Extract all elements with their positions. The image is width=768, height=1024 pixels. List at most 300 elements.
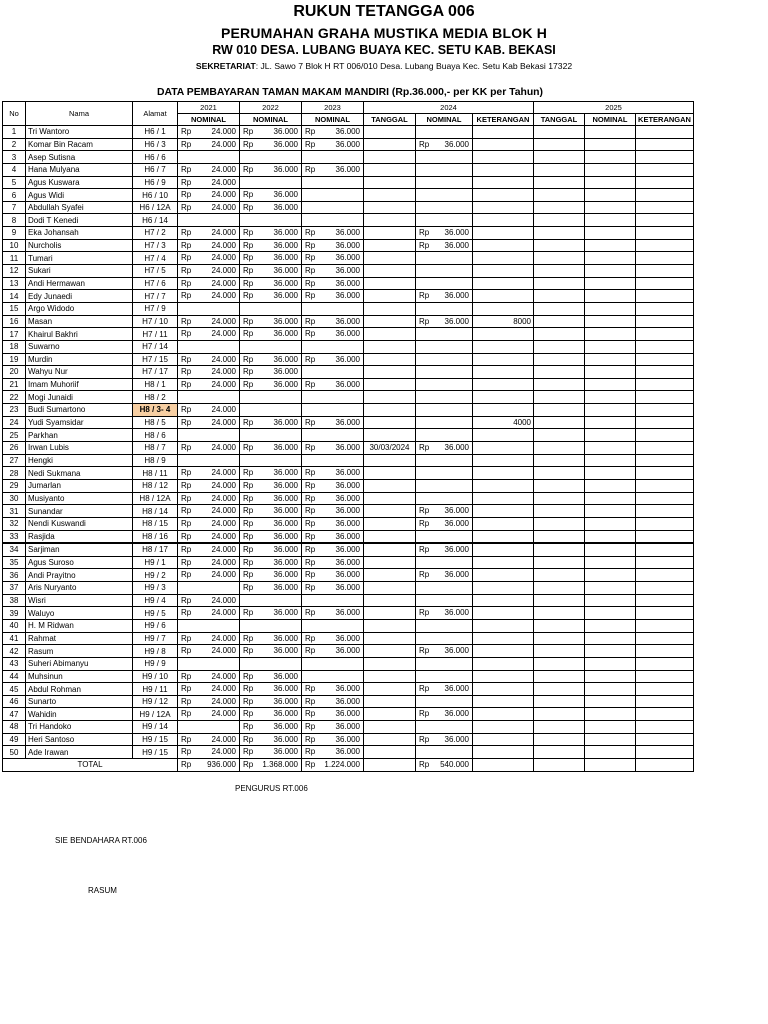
amount-value: 24.000 — [211, 595, 236, 605]
nominal-2025 — [585, 340, 636, 353]
resident-name: Nedi Sukmana — [26, 467, 133, 480]
currency-label: Rp — [243, 139, 254, 149]
resident-address: H9 / 10 — [133, 670, 178, 683]
amount-value: 36.000 — [273, 531, 298, 541]
amount-value: 36.000 — [335, 266, 360, 276]
nominal-2021 — [178, 302, 240, 315]
table-row — [3, 239, 694, 252]
nominal-2025 — [585, 746, 636, 759]
resident-address: H8 / 6 — [133, 429, 178, 442]
nominal-2022 — [240, 645, 302, 658]
amount-value: 36.000 — [444, 139, 469, 149]
resident-address: H8 / 17 — [133, 543, 178, 556]
currency-label: Rp — [243, 493, 254, 503]
keterangan-2025 — [636, 479, 694, 492]
nominal-2025 — [585, 479, 636, 492]
resident-name: Rasjida — [26, 530, 133, 543]
keterangan-2025 — [636, 328, 694, 341]
currency-label: Rp — [305, 583, 316, 593]
currency-label: Rp — [181, 684, 192, 694]
nominal-2025 — [585, 670, 636, 683]
currency-label: Rp — [305, 557, 316, 567]
tanggal-2025 — [534, 454, 585, 467]
tanggal-2025 — [534, 619, 585, 632]
nominal-2025 — [585, 607, 636, 620]
nominal-2024 — [416, 670, 473, 683]
row-number: 29 — [3, 479, 26, 492]
amount-value: 36.000 — [335, 747, 360, 757]
currency-label: Rp — [181, 190, 192, 200]
header-year-2024: 2024 — [364, 102, 534, 114]
keterangan-2024 — [473, 746, 534, 759]
row-number: 8 — [3, 214, 26, 227]
amount-value: 36.000 — [273, 633, 298, 643]
nominal-2023 — [302, 391, 364, 404]
amount-value: 24.000 — [211, 202, 236, 212]
resident-address: H9 / 2 — [133, 569, 178, 582]
nominal-2024 — [416, 492, 473, 505]
keterangan-2025 — [636, 530, 694, 543]
nominal-2025 — [585, 594, 636, 607]
nominal-2024 — [416, 429, 473, 442]
amount-value: 24.000 — [211, 253, 236, 263]
nominal-2025 — [585, 416, 636, 429]
amount-value: 36.000 — [335, 583, 360, 593]
tanggal-2024 — [364, 265, 416, 278]
table-row — [3, 454, 694, 467]
nominal-2021 — [178, 657, 240, 670]
tanggal-2024 — [364, 670, 416, 683]
currency-label: Rp — [419, 709, 430, 719]
nominal-2022 — [240, 582, 302, 595]
nominal-2021 — [178, 442, 240, 455]
resident-address: H8 / 11 — [133, 467, 178, 480]
resident-address: H9 / 7 — [133, 632, 178, 645]
nominal-2023 — [302, 683, 364, 696]
header-tanggal-2024: TANGGAL — [364, 114, 416, 126]
signer-name: RASUM — [88, 886, 117, 895]
header-year-2025: 2025 — [534, 102, 694, 114]
keterangan-2024 — [473, 353, 534, 366]
nominal-2024 — [416, 442, 473, 455]
currency-label: Rp — [419, 570, 430, 580]
nominal-2022 — [240, 467, 302, 480]
keterangan-2024 — [473, 429, 534, 442]
nominal-2024 — [416, 695, 473, 708]
tanggal-2024 — [364, 467, 416, 480]
payment-table — [2, 101, 694, 772]
tanggal-2024: 30/03/2024 — [364, 442, 416, 455]
nominal-2023 — [302, 530, 364, 543]
keterangan-2025 — [636, 594, 694, 607]
nominal-2025 — [585, 454, 636, 467]
row-number: 16 — [3, 315, 26, 328]
tanggal-2025 — [534, 442, 585, 455]
keterangan-2025 — [636, 265, 694, 278]
amount-value: 36.000 — [444, 570, 469, 580]
nominal-2021 — [178, 315, 240, 328]
tanggal-2025 — [534, 163, 585, 176]
row-number: 46 — [3, 695, 26, 708]
nominal-2023 — [302, 695, 364, 708]
nominal-2021 — [178, 505, 240, 518]
nominal-2024 — [416, 657, 473, 670]
tanggal-2024 — [364, 214, 416, 227]
amount-value: 36.000 — [335, 127, 360, 136]
tanggal-2024 — [364, 429, 416, 442]
nominal-2025 — [585, 530, 636, 543]
amount-value: 36.000 — [335, 354, 360, 364]
amount-value: 36.000 — [273, 696, 298, 706]
nominal-2025 — [585, 302, 636, 315]
nominal-2023 — [302, 366, 364, 379]
nominal-2023 — [302, 416, 364, 429]
nominal-2022 — [240, 569, 302, 582]
nominal-2021 — [178, 378, 240, 391]
nominal-2024 — [416, 290, 473, 303]
table-row — [3, 138, 694, 151]
amount-value: 36.000 — [444, 734, 469, 744]
amount-value: 936.000 — [207, 760, 236, 770]
amount-value: 36.000 — [444, 545, 469, 555]
currency-label: Rp — [181, 531, 192, 541]
nominal-2024 — [416, 505, 473, 518]
table-row — [3, 126, 694, 139]
keterangan-2025 — [636, 733, 694, 746]
resident-address: H8 / 2 — [133, 391, 178, 404]
table-row — [3, 328, 694, 341]
keterangan-2024 — [473, 366, 534, 379]
nominal-2022 — [240, 517, 302, 530]
amount-value: 36.000 — [335, 417, 360, 427]
keterangan-2024 — [473, 340, 534, 353]
currency-label: Rp — [181, 417, 192, 427]
resident-name: Wisri — [26, 594, 133, 607]
currency-label: Rp — [243, 646, 254, 656]
amount-value: 24.000 — [211, 316, 236, 326]
currency-label: Rp — [181, 545, 192, 555]
currency-label: Rp — [181, 316, 192, 326]
tanggal-2024 — [364, 163, 416, 176]
currency-label: Rp — [181, 734, 192, 744]
nominal-2022 — [240, 151, 302, 164]
keterangan-2024 — [473, 582, 534, 595]
nominal-2022 — [240, 607, 302, 620]
table-row — [3, 619, 694, 632]
table-row — [3, 479, 694, 492]
nominal-2025 — [585, 404, 636, 417]
resident-address: H6 / 3 — [133, 138, 178, 151]
currency-label: Rp — [419, 684, 430, 694]
document-title: RUKUN TETANGGA 006 — [293, 3, 475, 20]
tanggal-2024 — [364, 746, 416, 759]
currency-label: Rp — [181, 709, 192, 719]
nominal-2023 — [302, 189, 364, 202]
nominal-2024 — [416, 683, 473, 696]
keterangan-2025 — [636, 214, 694, 227]
tanggal-2025 — [534, 201, 585, 214]
amount-value: 24.000 — [211, 240, 236, 250]
nominal-2025 — [585, 176, 636, 189]
keterangan-2024 — [473, 695, 534, 708]
currency-label: Rp — [181, 278, 192, 288]
currency-label: Rp — [243, 266, 254, 276]
nominal-2021 — [178, 467, 240, 480]
keterangan-2025 — [636, 201, 694, 214]
table-row — [3, 176, 694, 189]
resident-address: H9 / 3 — [133, 582, 178, 595]
keterangan-2024 — [473, 530, 534, 543]
keterangan-2024 — [473, 302, 534, 315]
nominal-2021 — [178, 366, 240, 379]
amount-value: 24.000 — [211, 684, 236, 694]
row-number: 10 — [3, 239, 26, 252]
header-year-2021: 2021 — [178, 102, 240, 114]
nominal-2023 — [302, 492, 364, 505]
total-empty-cell — [585, 759, 636, 772]
row-number: 41 — [3, 632, 26, 645]
report-title: DATA PEMBAYARAN TAMAN MAKAM MANDIRI (Rp.36.000,- per KK per Tahun) — [156, 87, 543, 98]
tanggal-2024 — [364, 594, 416, 607]
tanggal-2024 — [364, 556, 416, 569]
nominal-2025 — [585, 733, 636, 746]
header-nominal-2025: NOMINAL — [585, 114, 636, 126]
currency-label: Rp — [181, 253, 192, 263]
amount-value: 24.000 — [211, 545, 236, 555]
nominal-2023 — [302, 708, 364, 721]
table-row — [3, 657, 694, 670]
currency-label: Rp — [305, 316, 316, 326]
tanggal-2025 — [534, 632, 585, 645]
nominal-2023 — [302, 657, 364, 670]
currency-label: Rp — [181, 506, 192, 516]
resident-address: H7 / 9 — [133, 302, 178, 315]
row-number: 21 — [3, 378, 26, 391]
resident-address: H9 / 15 — [133, 733, 178, 746]
amount-value: 36.000 — [273, 417, 298, 427]
header-nominal-2023: NOMINAL — [302, 114, 364, 126]
nominal-2022 — [240, 746, 302, 759]
amount-value: 36.000 — [335, 443, 360, 453]
nominal-2023 — [302, 479, 364, 492]
nominal-2024 — [416, 328, 473, 341]
nominal-2024 — [416, 632, 473, 645]
nominal-2023 — [302, 733, 364, 746]
nominal-2023 — [302, 353, 364, 366]
nominal-2021 — [178, 670, 240, 683]
nominal-2023 — [302, 340, 364, 353]
currency-label: Rp — [243, 633, 254, 643]
nominal-2024 — [416, 201, 473, 214]
header-keterangan-2024: KETERANGAN — [473, 114, 534, 126]
row-number: 35 — [3, 556, 26, 569]
nominal-2025 — [585, 492, 636, 505]
keterangan-2024 — [473, 492, 534, 505]
resident-address: H7 / 17 — [133, 366, 178, 379]
keterangan-2024 — [473, 657, 534, 670]
currency-label: Rp — [419, 734, 430, 744]
nominal-2023 — [302, 176, 364, 189]
currency-label: Rp — [305, 696, 316, 706]
resident-name: Sunandar — [26, 505, 133, 518]
currency-label: Rp — [305, 468, 316, 478]
nominal-2023 — [302, 429, 364, 442]
amount-value: 36.000 — [273, 190, 298, 200]
resident-name: Nendi Kuswandi — [26, 517, 133, 530]
tanggal-2025 — [534, 733, 585, 746]
currency-label: Rp — [305, 354, 316, 364]
currency-label: Rp — [419, 316, 430, 326]
keterangan-2025 — [636, 239, 694, 252]
currency-label: Rp — [181, 405, 192, 415]
tanggal-2024 — [364, 138, 416, 151]
nominal-2024 — [416, 416, 473, 429]
keterangan-2024 — [473, 569, 534, 582]
header-nominal-2022: NOMINAL — [240, 114, 302, 126]
resident-address: H7 / 2 — [133, 227, 178, 240]
keterangan-2024 — [473, 708, 534, 721]
row-number: 14 — [3, 290, 26, 303]
nominal-2021 — [178, 163, 240, 176]
keterangan-2025 — [636, 467, 694, 480]
row-number: 26 — [3, 442, 26, 455]
row-number: 36 — [3, 569, 26, 582]
amount-value: 1.368.000 — [262, 760, 298, 770]
table-row — [3, 530, 694, 543]
row-number: 32 — [3, 517, 26, 530]
row-number: 22 — [3, 391, 26, 404]
table-row — [3, 151, 694, 164]
row-number: 43 — [3, 657, 26, 670]
row-number: 9 — [3, 227, 26, 240]
amount-value: 36.000 — [273, 545, 298, 555]
resident-name: Rasum — [26, 645, 133, 658]
resident-name: Masan — [26, 315, 133, 328]
amount-value: 36.000 — [335, 253, 360, 263]
keterangan-2025 — [636, 695, 694, 708]
amount-value: 36.000 — [444, 608, 469, 618]
row-number: 11 — [3, 252, 26, 265]
keterangan-2024 — [473, 517, 534, 530]
amount-value: 24.000 — [211, 405, 236, 415]
header-tanggal-2025: TANGGAL — [534, 114, 585, 126]
tanggal-2025 — [534, 416, 585, 429]
resident-name: Heri Santoso — [26, 733, 133, 746]
row-number: 27 — [3, 454, 26, 467]
amount-value: 36.000 — [273, 278, 298, 288]
currency-label: Rp — [181, 595, 192, 605]
keterangan-2024 — [473, 505, 534, 518]
amount-value: 36.000 — [335, 696, 360, 706]
amount-value: 36.000 — [273, 139, 298, 149]
table-row — [3, 302, 694, 315]
keterangan-2025 — [636, 340, 694, 353]
keterangan-2024 — [473, 214, 534, 227]
nominal-2024 — [416, 378, 473, 391]
amount-value: 24.000 — [211, 696, 236, 706]
table-row — [3, 404, 694, 417]
keterangan-2024 — [473, 721, 534, 734]
total-2023 — [302, 759, 364, 772]
amount-value: 36.000 — [335, 480, 360, 490]
table-row — [3, 645, 694, 658]
keterangan-2025 — [636, 556, 694, 569]
nominal-2023 — [302, 454, 364, 467]
nominal-2022 — [240, 239, 302, 252]
amount-value: 24.000 — [211, 443, 236, 453]
keterangan-2025 — [636, 721, 694, 734]
keterangan-2025 — [636, 290, 694, 303]
resident-name: Edy Junaedi — [26, 290, 133, 303]
nominal-2024 — [416, 315, 473, 328]
header-nominal-2024: NOMINAL — [416, 114, 473, 126]
amount-value: 36.000 — [335, 722, 360, 732]
resident-name: Andi Hermawan — [26, 277, 133, 290]
row-number: 34 — [3, 543, 26, 556]
table-row — [3, 201, 694, 214]
resident-name: Jumarlan — [26, 479, 133, 492]
nominal-2025 — [585, 328, 636, 341]
resident-name: Agus Suroso — [26, 556, 133, 569]
keterangan-2025 — [636, 163, 694, 176]
nominal-2021 — [178, 214, 240, 227]
keterangan-2025 — [636, 391, 694, 404]
amount-value: 24.000 — [211, 557, 236, 567]
amount-value: 36.000 — [335, 545, 360, 555]
nominal-2025 — [585, 391, 636, 404]
tanggal-2025 — [534, 721, 585, 734]
amount-value: 36.000 — [273, 164, 298, 174]
nominal-2025 — [585, 556, 636, 569]
nominal-2023 — [302, 746, 364, 759]
amount-value: 36.000 — [444, 316, 469, 326]
nominal-2023 — [302, 138, 364, 151]
table-row — [3, 517, 694, 530]
nominal-2023 — [302, 619, 364, 632]
amount-value: 540.000 — [440, 760, 469, 770]
currency-label: Rp — [305, 709, 316, 719]
resident-name: Eka Johansah — [26, 227, 133, 240]
amount-value: 36.000 — [273, 379, 298, 389]
amount-value: 36.000 — [335, 291, 360, 301]
row-number: 15 — [3, 302, 26, 315]
amount-value: 36.000 — [273, 583, 298, 593]
table-row — [3, 442, 694, 455]
keterangan-2024 — [473, 189, 534, 202]
table-row — [3, 505, 694, 518]
nominal-2021 — [178, 683, 240, 696]
keterangan-2024 — [473, 391, 534, 404]
table-row — [3, 670, 694, 683]
amount-value: 36.000 — [444, 506, 469, 516]
amount-value: 36.000 — [335, 646, 360, 656]
nominal-2024 — [416, 252, 473, 265]
amount-value: 24.000 — [211, 417, 236, 427]
nominal-2022 — [240, 670, 302, 683]
tanggal-2025 — [534, 378, 585, 391]
currency-label: Rp — [243, 709, 254, 719]
header-keterangan-2025: KETERANGAN — [636, 114, 694, 126]
currency-label: Rp — [243, 518, 254, 528]
header-alamat: Alamat — [133, 102, 178, 126]
tanggal-2024 — [364, 569, 416, 582]
nominal-2021 — [178, 176, 240, 189]
keterangan-2025 — [636, 619, 694, 632]
currency-label: Rp — [305, 518, 316, 528]
table-row — [3, 556, 694, 569]
resident-name: Nurcholis — [26, 239, 133, 252]
amount-value: 36.000 — [444, 240, 469, 250]
